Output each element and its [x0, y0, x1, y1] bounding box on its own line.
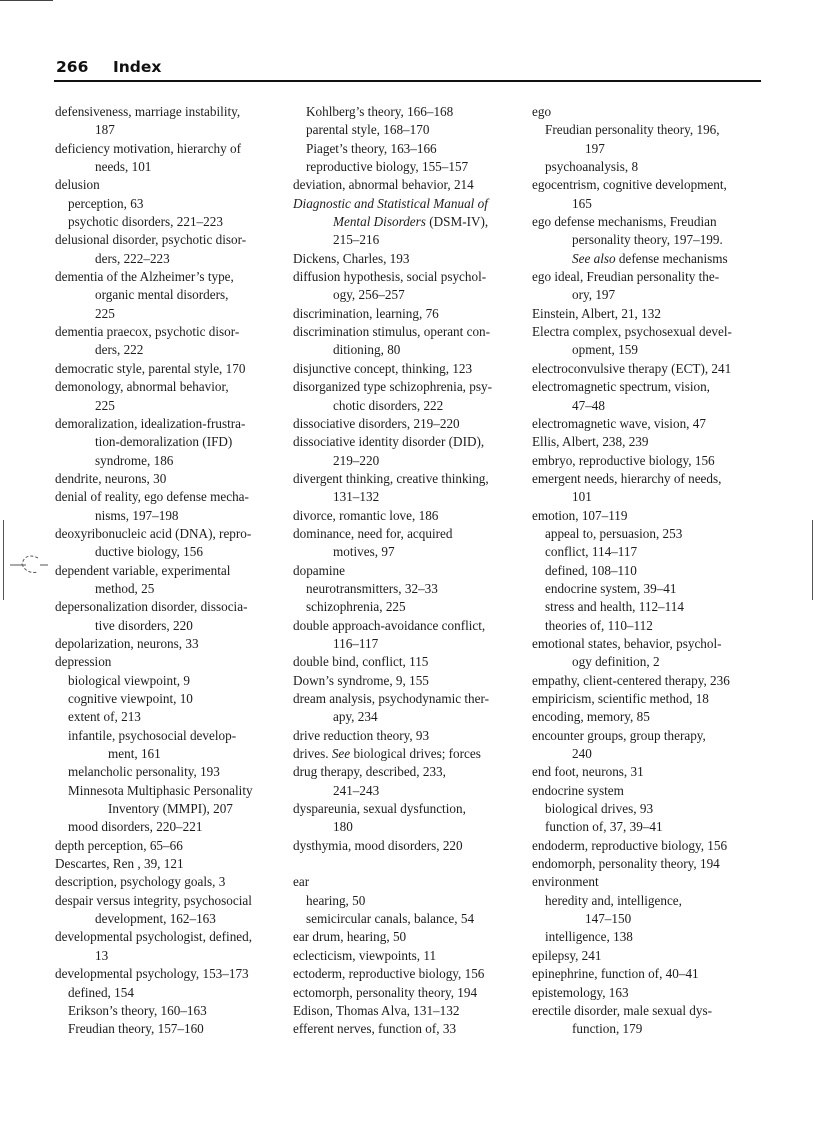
index-line: function of, 37, 39–41	[545, 819, 663, 835]
index-line: egocentrism, cognitive development,	[532, 177, 727, 193]
index-line: ego ideal, Freudian personality the-	[532, 269, 720, 285]
index-entry	[293, 763, 525, 800]
index-line: Kohlberg’s theory, 166–168	[306, 104, 454, 119]
index-entry	[55, 653, 287, 671]
index-subentry	[55, 984, 287, 1002]
index-line: needs, 101	[95, 159, 152, 175]
index-entry	[532, 103, 764, 121]
index-line: 240	[572, 746, 592, 762]
index-line: 187	[95, 122, 115, 138]
index-entry	[532, 305, 764, 323]
index-line: Edison, Thomas Alva, 131–132	[293, 1002, 460, 1018]
index-line: psychotic disorders, 221–223	[68, 214, 223, 230]
index-line: double approach-avoidance conflict,	[293, 617, 486, 633]
index-entry	[293, 672, 525, 690]
index-subentry	[532, 818, 764, 836]
index-line: demonology, abnormal behavior,	[55, 379, 229, 395]
index-line: ogy, 256–257	[333, 287, 405, 303]
index-line: dream analysis, psychodynamic ther-	[293, 691, 490, 706]
index-line: tive disorders, 220	[95, 617, 193, 633]
index-entry	[532, 268, 764, 305]
index-line: depth perception, 65–66	[55, 837, 183, 853]
index-line: organic mental disorders,	[95, 287, 229, 303]
index-line: Electra complex, psychosexual devel-	[532, 324, 732, 340]
index-line: defensiveness, marriage instability,	[55, 104, 241, 119]
index-line: Minnesota Multiphasic Personality	[68, 782, 253, 798]
index-line: theories of, 110–112	[545, 617, 653, 633]
index-entry	[532, 507, 764, 525]
index-line: Freudian personality theory, 196,	[545, 122, 720, 138]
index-entry	[55, 562, 287, 599]
margin-tick-left	[3, 520, 4, 600]
index-line: Diagnostic and Statistical Manual of	[293, 195, 488, 211]
index-line: nisms, 197–198	[95, 507, 179, 523]
index-line: 101	[572, 489, 592, 505]
index-line: semicircular canals, balance, 54	[306, 911, 475, 927]
index-subentry	[55, 818, 287, 836]
index-line: description, psychology goals, 3	[55, 874, 226, 890]
index-line: emotional states, behavior, psychol-	[532, 635, 722, 651]
index-line: divorce, romantic love, 186	[293, 507, 439, 523]
index-line: discrimination stimulus, operant con-	[293, 324, 491, 340]
index-line: neurotransmitters, 32–33	[306, 580, 438, 596]
index-line: democratic style, parental style, 170	[55, 360, 246, 376]
index-line: endocrine system	[532, 782, 624, 798]
index-subentry	[532, 562, 764, 580]
index-line: Down’s syndrome, 9, 155	[293, 672, 429, 688]
index-entry	[293, 525, 525, 562]
index-line: electroconvulsive therapy (ECT), 241	[532, 360, 732, 376]
index-entry	[55, 140, 287, 177]
index-entry	[293, 965, 525, 983]
index-line: empiricism, scientific method, 18	[532, 691, 709, 706]
index-entry	[293, 727, 525, 745]
registration-mark-icon	[0, 520, 60, 600]
index-line: ego	[532, 104, 552, 119]
index-line: 47–48	[572, 397, 605, 413]
index-line: developmental psychologist, defined,	[55, 929, 253, 945]
index-line: conflict, 114–117	[545, 544, 638, 560]
index-line: disjunctive concept, thinking, 123	[293, 360, 473, 376]
index-line: 225	[95, 397, 115, 413]
index-line: ditioning, 80	[333, 342, 401, 358]
index-line: 165	[572, 195, 592, 211]
index-line: ogy definition, 2	[572, 654, 660, 670]
index-entry	[55, 470, 287, 488]
index-line: ear	[293, 874, 310, 890]
index-line: appeal to, persuasion, 253	[545, 525, 683, 541]
index-entry	[55, 488, 287, 525]
page-number: 266	[56, 58, 89, 76]
index-line: dissociative disorders, 219–220	[293, 415, 460, 431]
index-line: 131–132	[333, 489, 380, 505]
index-line: biological viewpoint, 9	[68, 672, 190, 688]
index-line: ory, 197	[572, 287, 616, 303]
index-entry	[532, 1002, 764, 1039]
index-line: defined, 154	[68, 984, 134, 1000]
index-entry	[55, 176, 287, 194]
crop-rule-top-left	[0, 0, 53, 1]
index-entry	[532, 213, 764, 268]
index-entry	[532, 873, 764, 891]
index-entry	[293, 1002, 525, 1020]
index-line: endomorph, personality theory, 194	[532, 856, 720, 872]
index-line: Ellis, Albert, 238, 239	[532, 434, 649, 450]
index-line: ment, 161	[108, 746, 161, 762]
index-entry	[55, 598, 287, 635]
index-line: parental style, 168–170	[306, 122, 430, 138]
index-subentry	[532, 598, 764, 616]
index-subentry	[532, 892, 764, 929]
index-line: dementia of the Alzheimer’s type,	[55, 269, 234, 285]
index-entry	[55, 231, 287, 268]
index-line: chotic disorders, 222	[333, 397, 444, 413]
index-entry	[55, 965, 287, 983]
index-line: cognitive viewpoint, 10	[68, 691, 193, 706]
index-line: ego defense mechanisms, Freudian	[532, 214, 717, 230]
index-line: infantile, psychosocial develop-	[68, 727, 237, 743]
index-line: empathy, client-centered therapy, 236	[532, 672, 730, 688]
index-entry	[532, 378, 764, 415]
index-entry	[532, 433, 764, 451]
index-entry	[532, 763, 764, 781]
index-line: ders, 222–223	[95, 250, 170, 266]
index-entry	[293, 415, 525, 433]
index-subentry	[293, 910, 525, 928]
index-line: eclecticism, viewpoints, 11	[293, 947, 437, 963]
index-line: emergent needs, hierarchy of needs,	[532, 470, 722, 486]
index-subentry	[532, 580, 764, 598]
index-line: function, 179	[572, 1021, 643, 1037]
index-line: apy, 234	[333, 709, 378, 725]
index-line: defined, 108–110	[545, 562, 637, 578]
index-subentry	[55, 213, 287, 231]
index-line: dependent variable, experimental	[55, 562, 231, 578]
index-line: Piaget’s theory, 163–166	[306, 140, 437, 156]
index-entry	[293, 176, 525, 194]
index-line: diffusion hypothesis, social psychol-	[293, 269, 487, 285]
index-entry	[293, 1020, 525, 1038]
index-line: depolarization, neurons, 33	[55, 635, 199, 651]
index-entry	[293, 507, 525, 525]
index-line: denial of reality, ego defense mecha-	[55, 489, 249, 505]
index-line: extent of, 213	[68, 709, 141, 725]
index-entry	[55, 415, 287, 470]
index-entry	[293, 928, 525, 946]
margin-tick-right	[812, 520, 813, 600]
index-entry	[293, 323, 525, 360]
index-subentry	[55, 195, 287, 213]
page-header	[56, 58, 760, 80]
index-entry	[293, 653, 525, 671]
index-entry	[293, 433, 525, 470]
index-column-3	[532, 103, 764, 1039]
index-line: mood disorders, 220–221	[68, 819, 203, 835]
index-subentry	[55, 1020, 287, 1038]
index-line: motives, 97	[333, 544, 395, 560]
index-line: See also defense mechanisms	[572, 250, 728, 266]
index-subentry	[55, 708, 287, 726]
index-subentry	[532, 121, 764, 158]
index-entry	[293, 305, 525, 323]
index-line: delusion	[55, 177, 100, 193]
index-line: ders, 222	[95, 342, 144, 358]
index-entry	[55, 103, 287, 140]
index-line: dendrite, neurons, 30	[55, 470, 167, 486]
index-entry	[293, 745, 525, 763]
index-entry	[55, 855, 287, 873]
header-rule	[54, 80, 761, 82]
index-line: biological drives, 93	[545, 801, 654, 817]
index-line: dopamine	[293, 562, 346, 578]
index-line: deoxyribonucleic acid (DNA), repro-	[55, 525, 252, 541]
index-subentry	[532, 928, 764, 946]
index-line: psychoanalysis, 8	[545, 159, 639, 175]
index-line: 241–243	[333, 782, 380, 798]
index-line: electromagnetic spectrum, vision,	[532, 379, 710, 395]
index-entry	[532, 176, 764, 213]
index-line: method, 25	[95, 580, 155, 596]
index-entry	[532, 415, 764, 433]
index-entry	[293, 984, 525, 1002]
index-subentry	[293, 158, 525, 176]
index-line: Inventory (MMPI), 207	[108, 801, 233, 817]
index-line: erectile disorder, male sexual dys-	[532, 1002, 712, 1018]
index-subentry	[293, 580, 525, 598]
index-subentry	[293, 892, 525, 910]
index-line: 13	[95, 947, 109, 963]
index-line: encoding, memory, 85	[532, 709, 650, 725]
index-line: depersonalization disorder, dissocia-	[55, 599, 248, 615]
index-line: developmental psychology, 153–173	[55, 966, 249, 982]
index-entry	[532, 360, 764, 378]
index-entry	[532, 837, 764, 855]
index-entry	[532, 672, 764, 690]
index-entry	[532, 855, 764, 873]
index-line: disorganized type schizophrenia, psy-	[293, 379, 492, 395]
index-entry	[532, 947, 764, 965]
index-line: Mental Disorders (DSM-IV),	[333, 214, 489, 230]
index-line: endoderm, reproductive biology, 156	[532, 837, 728, 853]
index-line: personality theory, 197–199.	[572, 232, 723, 248]
index-line: dyspareunia, sexual dysfunction,	[293, 801, 466, 817]
index-entry	[532, 452, 764, 470]
index-subentry	[55, 782, 287, 819]
index-line: 219–220	[333, 452, 380, 468]
index-line: 225	[95, 305, 115, 321]
index-line: depression	[55, 654, 112, 670]
index-subentry	[293, 121, 525, 139]
index-entry	[55, 837, 287, 855]
index-line: double bind, conflict, 115	[293, 654, 429, 670]
index-subentry	[55, 763, 287, 781]
index-entry	[532, 708, 764, 726]
index-entry	[532, 690, 764, 708]
index-line: deficiency motivation, hierarchy of	[55, 140, 242, 156]
index-line: Freudian theory, 157–160	[68, 1021, 204, 1037]
index-entry	[55, 323, 287, 360]
index-subentry	[532, 525, 764, 543]
index-line: electromagnetic wave, vision, 47	[532, 415, 706, 431]
index-entry	[293, 947, 525, 965]
index-line: delusional disorder, psychotic disor-	[55, 232, 247, 248]
index-line: efferent nerves, function of, 33	[293, 1021, 457, 1037]
index-line: hearing, 50	[306, 892, 366, 908]
index-line: perception, 63	[68, 195, 144, 211]
index-line: dysthymia, mood disorders, 220	[293, 837, 463, 853]
index-entry	[532, 635, 764, 672]
index-line: ductive biology, 156	[95, 544, 203, 560]
index-entry	[293, 562, 525, 580]
index-entry	[55, 928, 287, 965]
index-line: 215–216	[333, 232, 380, 248]
index-line: 180	[333, 819, 353, 835]
index-line: encounter groups, group therapy,	[532, 727, 706, 743]
index-line: ectomorph, personality theory, 194	[293, 984, 478, 1000]
index-line: ectoderm, reproductive biology, 156	[293, 966, 485, 982]
index-entry	[293, 378, 525, 415]
index-line: stress and health, 112–114	[545, 599, 684, 615]
index-line: Dickens, Charles, 193	[293, 250, 410, 266]
index-subentry	[293, 140, 525, 158]
index-line: despair versus integrity, psychosocial	[55, 892, 252, 908]
index-subentry	[55, 672, 287, 690]
index-line: dissociative identity disorder (DID),	[293, 434, 485, 450]
index-line: tion-demoralization (IFD)	[95, 434, 233, 450]
index-entry	[55, 873, 287, 891]
index-line: ear drum, hearing, 50	[293, 929, 407, 945]
index-entry	[293, 360, 525, 378]
index-entry	[532, 984, 764, 1002]
index-entry	[532, 782, 764, 800]
index-entry	[532, 470, 764, 507]
index-line: environment	[532, 874, 599, 890]
index-line: opment, 159	[572, 342, 638, 358]
index-entry	[55, 892, 287, 929]
index-entry	[293, 250, 525, 268]
index-entry	[55, 378, 287, 415]
index-line: endocrine system, 39–41	[545, 580, 677, 596]
index-entry	[293, 617, 525, 654]
index-line: emotion, 107–119	[532, 507, 628, 523]
index-entry	[293, 195, 525, 250]
index-line: Erikson’s theory, 160–163	[68, 1002, 207, 1018]
section-gap	[293, 855, 525, 873]
index-line: drug therapy, described, 233,	[293, 764, 446, 780]
index-line: embryo, reproductive biology, 156	[532, 452, 715, 468]
index-entry	[293, 470, 525, 507]
index-subentry	[55, 727, 287, 764]
index-subentry	[293, 103, 525, 121]
index-subentry	[55, 690, 287, 708]
index-entry	[532, 323, 764, 360]
index-subentry	[532, 800, 764, 818]
index-line: deviation, abnormal behavior, 214	[293, 177, 474, 193]
index-subentry	[55, 1002, 287, 1020]
index-line: Descartes, Ren , 39, 121	[55, 856, 184, 872]
index-line: 116–117	[333, 635, 379, 651]
index-line: epinephrine, function of, 40–41	[532, 966, 699, 982]
index-entry	[293, 268, 525, 305]
index-column-2	[293, 103, 525, 1039]
page-title: Index	[113, 58, 162, 76]
index-line: epistemology, 163	[532, 984, 629, 1000]
index-line: melancholic personality, 193	[68, 764, 220, 780]
index-line: schizophrenia, 225	[306, 599, 406, 615]
index-entry	[293, 873, 525, 891]
index-line: dominance, need for, acquired	[293, 525, 453, 541]
index-subentry	[293, 598, 525, 616]
index-line: development, 162–163	[95, 911, 216, 927]
index-line: syndrome, 186	[95, 452, 174, 468]
index-subentry	[532, 617, 764, 635]
index-entry	[55, 525, 287, 562]
index-line: heredity and, intelligence,	[545, 892, 682, 908]
index-line: 197	[585, 140, 605, 156]
index-line: discrimination, learning, 76	[293, 305, 439, 321]
index-line: demoralization, idealization-frustra-	[55, 415, 246, 431]
index-entry	[293, 690, 525, 727]
index-entry	[55, 635, 287, 653]
index-entry	[55, 360, 287, 378]
index-line: 147–150	[585, 911, 632, 927]
index-entry	[532, 727, 764, 764]
index-line: end foot, neurons, 31	[532, 764, 644, 780]
index-line: dementia praecox, psychotic disor-	[55, 324, 240, 340]
index-subentry	[532, 543, 764, 561]
index-entry	[293, 800, 525, 837]
index-subentry	[532, 158, 764, 176]
index-line: drives. See biological drives; forces	[293, 746, 481, 762]
index-line: divergent thinking, creative thinking,	[293, 470, 489, 486]
index-entry	[532, 965, 764, 983]
index-entry	[293, 837, 525, 855]
index-line: drive reduction theory, 93	[293, 727, 430, 743]
index-line: intelligence, 138	[545, 929, 633, 945]
index-line: Einstein, Albert, 21, 132	[532, 305, 661, 321]
index-line: reproductive biology, 155–157	[306, 159, 469, 175]
index-line: epilepsy, 241	[532, 947, 602, 963]
index-entry	[55, 268, 287, 323]
index-column-1	[55, 103, 287, 1039]
